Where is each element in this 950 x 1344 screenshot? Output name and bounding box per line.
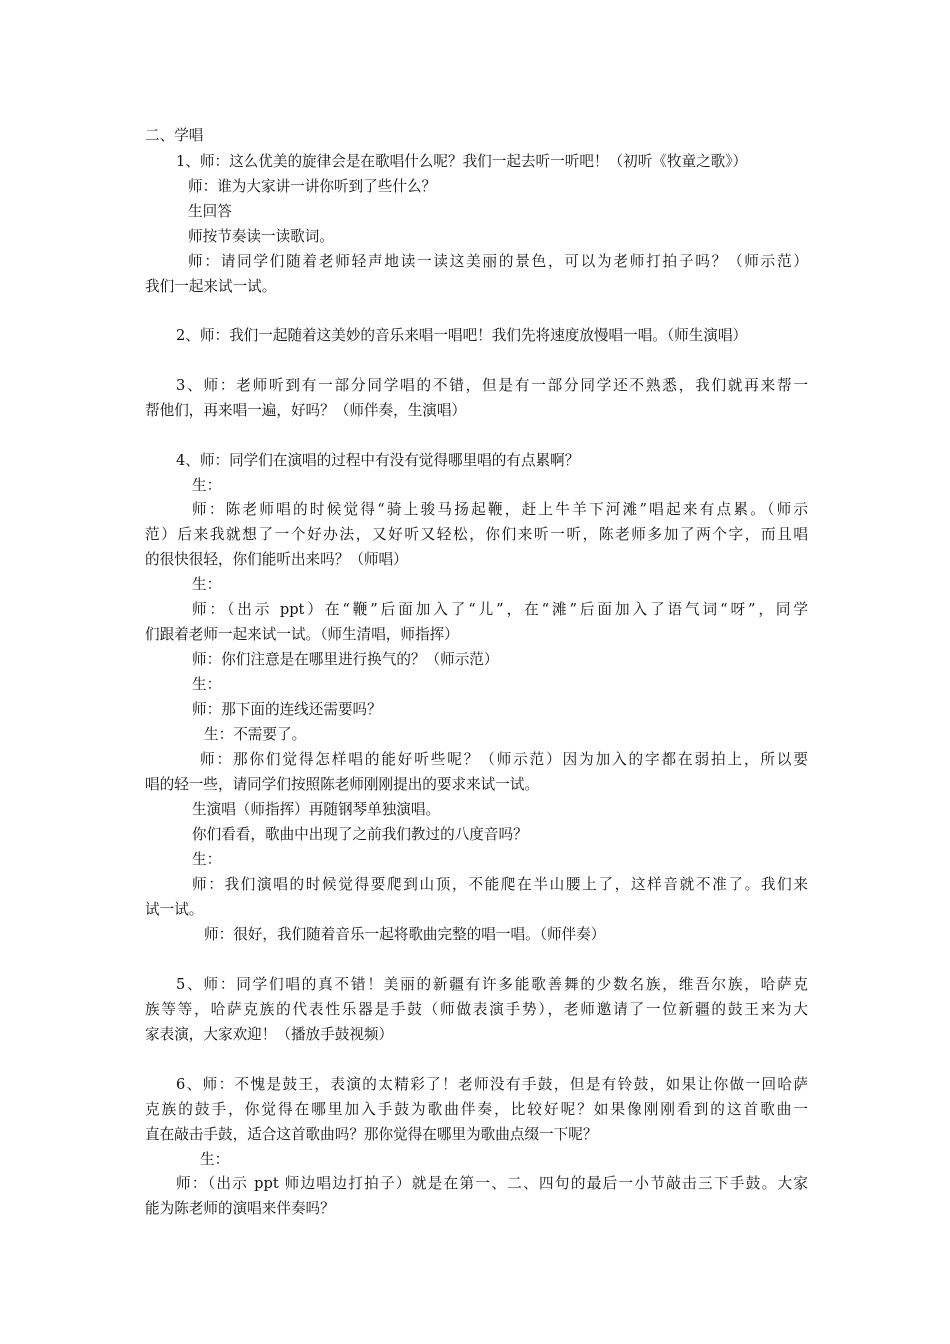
text-line: 师：请同学们随着老师轻声地读一读这美丽的景色，可以为老师打拍子吗？（师示范） (188, 253, 808, 270)
text-line: 的很快很轻，你们能听出来吗？（师唱） (145, 551, 408, 568)
text-line: 师：那下面的连线还需要吗？ (192, 701, 382, 718)
text-line: 生回答 (188, 203, 232, 220)
text-line: 3、师：老师听到有一部分同学唱的不错，但是有一部分同学还不熟悉，我们就再来帮一 (176, 377, 808, 394)
text-line: 我们一起来试一试。 (145, 278, 277, 295)
text-line: 师：陈老师唱的时候觉得“骑上骏马扬起鞭，赶上牛羊下河滩”唱起来有点累。（师示 (192, 501, 808, 518)
text-line: 5、师：同学们唱的真不错！美丽的新疆有许多能歌善舞的少数名族，维吾尔族，哈萨克 (176, 976, 808, 993)
text-line: 6、师：不愧是鼓王，表演的太精彩了！老师没有手鼓，但是有铃鼓，如果让你做一回哈萨 (176, 1076, 808, 1093)
text-line: 生：不需要了。 (204, 726, 307, 743)
text-line: 生： (192, 576, 222, 593)
text-line: 2、师：我们一起随着这美妙的音乐来唱一唱吧！我们先将速度放慢唱一唱。（师生演唱） (176, 327, 748, 344)
text-line: 能为陈老师的演唱来伴奏吗？ (145, 1200, 335, 1217)
text-line: 师：很好，我们随着音乐一起将歌曲完整的唱一唱。（师伴奏） (204, 926, 606, 943)
text-line: 师：（出示 ppt）在“鞭”后面加入了“儿”，在“滩”后面加入了语气词“呀”，同学 (192, 601, 808, 618)
text-line: 生： (192, 477, 222, 494)
text-line: 族等等，哈萨克族的代表性乐器是手鼓（师做表演手势），老师邀请了一位新疆的鼓王来为大 (145, 1001, 808, 1018)
text-line: 直在敲击手鼓，适合这首歌曲吗？那你觉得在哪里为歌曲点缀一下呢？ (145, 1126, 598, 1143)
text-line: 试一试。 (145, 901, 204, 918)
text-line: 师：我们演唱的时候觉得要爬到山顶，不能爬在半山腰上了，这样音就不准了。我们来 (192, 876, 808, 893)
text-line: 范）后来我就想了一个好办法，又好听又轻松，你们来听一听，陈老师多加了两个字，而且唱 (145, 526, 808, 543)
text-line: 4、师：同学们在演唱的过程中有没有觉得哪里唱的有点累啊？ (176, 452, 580, 469)
text-line: 生： (192, 676, 222, 693)
text-line: 师：（出示 ppt 师边唱边打拍子）就是在第一、二、四句的最后一小节敲击三下手鼓。大家 (176, 1175, 808, 1192)
text-line: 师：谁为大家讲一讲你听到了些什么？ (188, 178, 437, 195)
text-line: 们跟着老师一起来试一试。（师生清唱，师指挥） (145, 626, 459, 643)
text-line: 师按节奏读一读歌词。 (188, 228, 334, 245)
text-line: 生： (200, 1151, 230, 1168)
text-line: 师：你们注意是在哪里进行换气的？（师示范） (192, 651, 499, 668)
text-line: 生演唱（师指挥）再随钢琴单独演唱。 (192, 801, 441, 818)
text-line: 生： (192, 851, 222, 868)
section-heading: 二、学唱 (145, 127, 204, 144)
text-line: 你们看看，歌曲中出现了之前我们教过的八度音吗？ (192, 826, 528, 843)
text-line: 师：那你们觉得怎样唱的能好听些呢？（师示范）因为加入的字都在弱拍上，所以要 (200, 751, 808, 768)
text-line: 1、师：这么优美的旋律会是在歌唱什么呢？我们一起去听一听吧！（初听《牧童之歌》） (176, 153, 748, 170)
text-line: 克族的鼓手，你觉得在哪里加入手鼓为歌曲伴奏，比较好呢？如果像刚刚看到的这首歌曲一 (145, 1101, 808, 1118)
text-line: 唱的轻一些，请同学们按照陈老师刚刚提出的要求来试一试。 (145, 776, 540, 793)
text-line: 帮他们，再来唱一遍，好吗？（师伴奏，生演唱） (145, 402, 467, 419)
text-line: 家表演，大家欢迎！（播放手鼓视频） (145, 1026, 394, 1043)
